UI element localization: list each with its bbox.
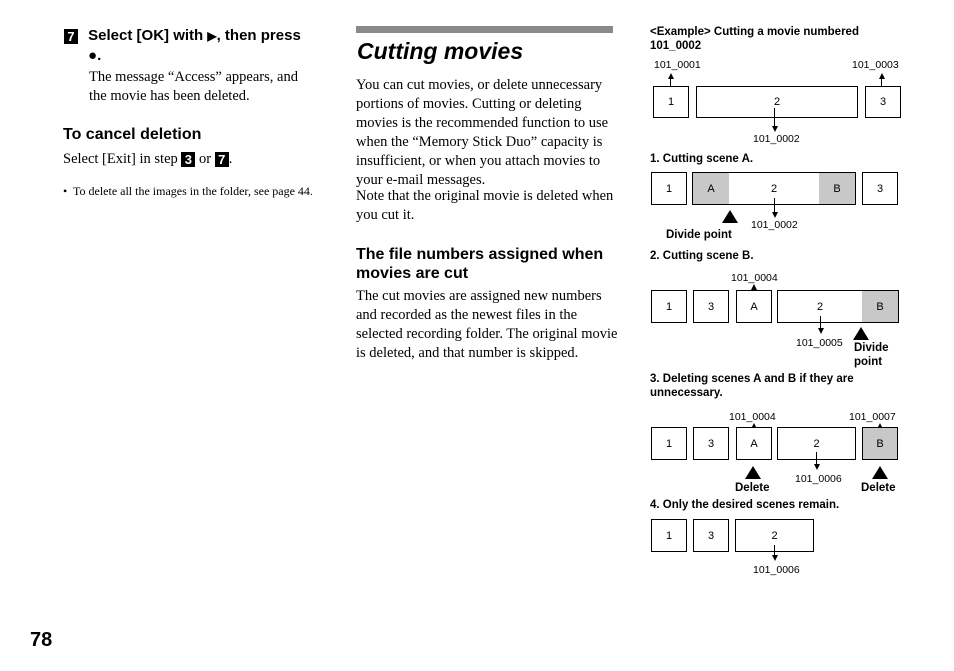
- scene-2-title: 2. Cutting scene B.: [650, 250, 754, 262]
- arrow-down-icon: [814, 464, 820, 470]
- example-title: <Example> Cutting a movie numbered 101_0002: [650, 26, 859, 52]
- page-number: 78: [30, 629, 53, 651]
- scene-4-title: 4. Only the desired scenes remain.: [650, 499, 840, 511]
- movie-box: 1: [651, 427, 687, 460]
- arrow-down-icon: [818, 328, 824, 334]
- title-rule: [356, 26, 613, 33]
- movie-box: A: [736, 427, 772, 460]
- scene-3-title: 3. Deleting scenes A and B if they are unnecessary.: [650, 373, 854, 399]
- file-numbers-body: The cut movies are assigned new numbers and recorded as the newest files in the selected recording folder. The original movie is deleted, and that number is skipped.: [356, 288, 618, 361]
- arrow-down-icon: [772, 126, 778, 132]
- movie-box: 1: [651, 172, 687, 205]
- cancel-text: Select [Exit] in step 3 or 7 .: [63, 151, 233, 168]
- movie-box: 3: [865, 86, 901, 118]
- intro-paragraph: You can cut movies, or delete unnecessary portions of movies. Cutting or deleting movies is the recommended function to use when the “Memory Stick Duo” capacity is insufficient, or when you attach movies to your e-mail messages.: [356, 77, 609, 188]
- file-label: 101_0006: [795, 473, 842, 485]
- scene-b: B: [819, 173, 855, 204]
- arrow-down-icon: [772, 555, 778, 561]
- movie-box: 3: [862, 172, 898, 205]
- arrow-down-icon: [772, 212, 778, 218]
- movie-box: 1: [651, 290, 687, 323]
- file-label: 101_0006: [753, 564, 800, 576]
- movie-box: B: [862, 427, 898, 460]
- scene-mid: 2: [770, 182, 778, 195]
- step-7-body: The message “Access” appears, and the movie has been deleted.: [89, 69, 298, 104]
- arrow-up-icon: [879, 73, 885, 79]
- file-label: 101_0005: [796, 337, 843, 349]
- divide-point-label: Divide point: [666, 229, 732, 241]
- step-number: 7: [64, 29, 78, 44]
- right-arrow-icon: ▶: [207, 29, 217, 43]
- movie-box-split: [777, 290, 899, 323]
- original-note: Note that the original movie is deleted when you cut it.: [356, 188, 614, 223]
- movie-box: 2: [777, 427, 856, 460]
- connector-line: [774, 108, 775, 128]
- step-number: 7: [215, 152, 229, 167]
- movie-box: A: [736, 290, 772, 323]
- center-button-icon: ●: [88, 47, 98, 64]
- movie-box: 3: [693, 290, 729, 323]
- delete-label: Delete: [735, 482, 770, 494]
- cancel-heading: To cancel deletion: [63, 126, 202, 143]
- note-text: To delete all the images in the folder, see page 44.: [73, 184, 313, 198]
- divide-point-icon: [853, 327, 869, 340]
- movie-box: 2: [735, 519, 814, 552]
- movie-box: 1: [653, 86, 689, 118]
- file-label: 101_0002: [753, 133, 800, 145]
- file-label: 101_0004: [729, 411, 776, 423]
- file-numbers-heading: The file numbers assigned when movies are cut: [356, 246, 604, 282]
- page-title: Cutting movies: [357, 38, 524, 64]
- arrow-up-icon: [668, 73, 674, 79]
- file-label: 101_0004: [731, 272, 778, 284]
- delete-label: Delete: [861, 482, 896, 494]
- delete-marker-icon: [745, 466, 761, 479]
- movie-box: 2: [696, 86, 858, 118]
- step-number: 3: [181, 152, 195, 167]
- scene-b: B: [862, 291, 898, 322]
- step-7-heading: 7 Select [OK] with ▶, then press ●.: [64, 26, 334, 66]
- file-label: 101_0007: [849, 411, 896, 423]
- file-label: 101_0002: [751, 219, 798, 231]
- divide-point-label: Divide point: [854, 342, 889, 368]
- file-label: 101_0001: [654, 59, 701, 71]
- scene-a: A: [693, 173, 729, 204]
- bullet: •: [63, 184, 68, 198]
- scene-1-title: 1. Cutting scene A.: [650, 153, 754, 165]
- divide-point-icon: [722, 210, 738, 223]
- movie-box: 1: [651, 519, 687, 552]
- movie-box: 3: [693, 427, 729, 460]
- movie-box: 3: [693, 519, 729, 552]
- delete-marker-icon: [872, 466, 888, 479]
- file-label: 101_0003: [852, 59, 899, 71]
- scene-mid: 2: [816, 300, 824, 313]
